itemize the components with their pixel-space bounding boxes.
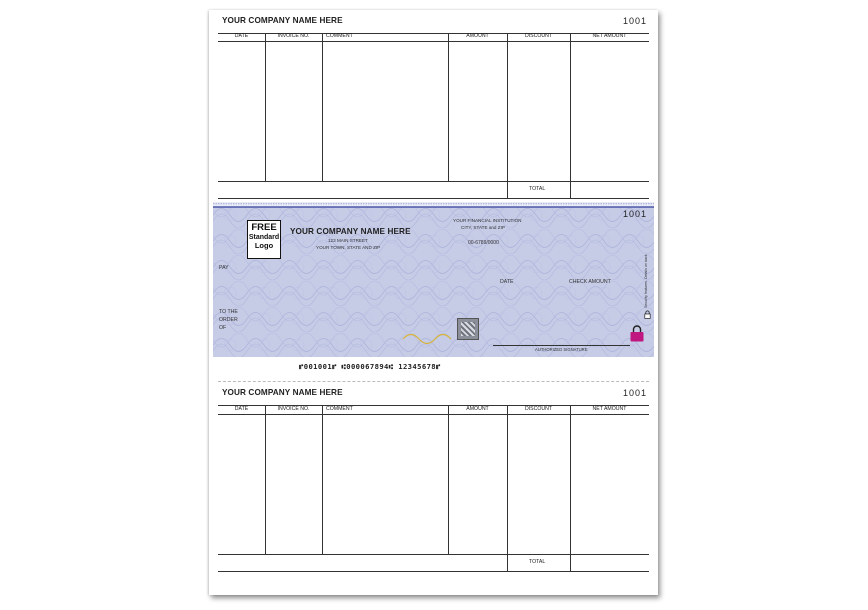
logo-line1: FREE: [251, 222, 277, 233]
date-label: DATE: [500, 279, 514, 285]
lock-icon: [630, 325, 644, 342]
order-label: ORDER: [219, 317, 238, 323]
top-stub-column-headers: [209, 33, 658, 42]
bank-name: YOUR FINANCIAL INSTITUTION: [453, 218, 522, 223]
small-padlock-icon: [644, 310, 651, 319]
routing-fraction: 00-6789/0000: [468, 240, 499, 246]
to-the-label: TO THE: [219, 309, 238, 315]
bottom-stub-col-divider: [507, 405, 508, 571]
signature-label: AUTHORIZED SIGNATURE: [535, 347, 588, 352]
top-stub-company-name: YOUR COMPANY NAME HERE: [222, 16, 343, 25]
top-stub-col-divider: [265, 33, 266, 181]
top-stub-check-number: 1001: [623, 16, 648, 26]
top-stub-col-divider: [322, 33, 323, 181]
bottom-stub-bottom-rule: [218, 554, 649, 555]
bottom-stub-check-number: 1001: [623, 388, 648, 398]
column-header-comment: COMMENT: [326, 406, 353, 412]
logo-line2: Standard: [248, 233, 280, 241]
column-header-invoice: INVOICE NO.: [277, 33, 310, 39]
top-stub-total-rule: [218, 198, 649, 199]
logo-line3: Logo: [254, 240, 274, 250]
column-header-discount: DISCOUNT: [524, 406, 553, 412]
check-address-line2: YOUR TOWN, STATE AND ZIP: [316, 245, 381, 250]
logo-placeholder: [247, 220, 281, 259]
hologram-icon: [457, 318, 479, 340]
pay-label: PAY: [219, 265, 229, 271]
bottom-stub-total-rule: [218, 571, 649, 572]
column-header-net-amount: NET AMOUNT: [592, 33, 627, 39]
security-features-note: Security features. Details on back.: [644, 253, 648, 308]
bottom-stub-column-headers: [209, 406, 658, 415]
column-header-amount: AMOUNT: [466, 33, 489, 39]
perforation-line: [218, 381, 649, 382]
column-header-date: DATE: [234, 33, 249, 39]
bottom-stub-company-name: YOUR COMPANY NAME HERE: [222, 388, 343, 397]
bottom-stub-total-label: TOTAL: [529, 559, 546, 565]
check-form-page: [209, 10, 658, 595]
bank-city: CITY, STATE and ZIP: [461, 225, 505, 230]
top-stub-bottom-rule: [218, 181, 649, 182]
top-stub-col-divider: [507, 33, 508, 198]
column-header-amount: AMOUNT: [466, 406, 489, 412]
signature-line: [493, 345, 630, 346]
bottom-stub-col-divider: [265, 405, 266, 554]
column-header-date: DATE: [234, 406, 249, 412]
check-company-name: YOUR COMPANY NAME HERE: [290, 227, 411, 236]
top-stub-total-label: TOTAL: [529, 186, 546, 192]
column-header-invoice: INVOICE NO.: [277, 406, 310, 412]
column-header-net-amount: NET AMOUNT: [592, 406, 627, 412]
bottom-stub-col-divider: [322, 405, 323, 554]
bottom-stub-col-divider: [448, 405, 449, 554]
column-header-comment: COMMENT: [326, 33, 353, 39]
top-stub-col-divider: [448, 33, 449, 181]
micr-line: ⑈001001⑈ ⑆000067894⑆ 12345678⑈: [299, 362, 441, 371]
column-header-discount: DISCOUNT: [524, 33, 553, 39]
check-amount-label: CHECK AMOUNT: [569, 279, 611, 285]
bottom-stub-col-divider: [570, 405, 571, 571]
check-number: 1001: [623, 209, 648, 219]
of-label: OF: [219, 325, 227, 331]
check-address-line1: 123 MAIN STREET: [328, 238, 368, 243]
top-stub-col-divider: [570, 33, 571, 198]
check-body: [213, 202, 654, 357]
